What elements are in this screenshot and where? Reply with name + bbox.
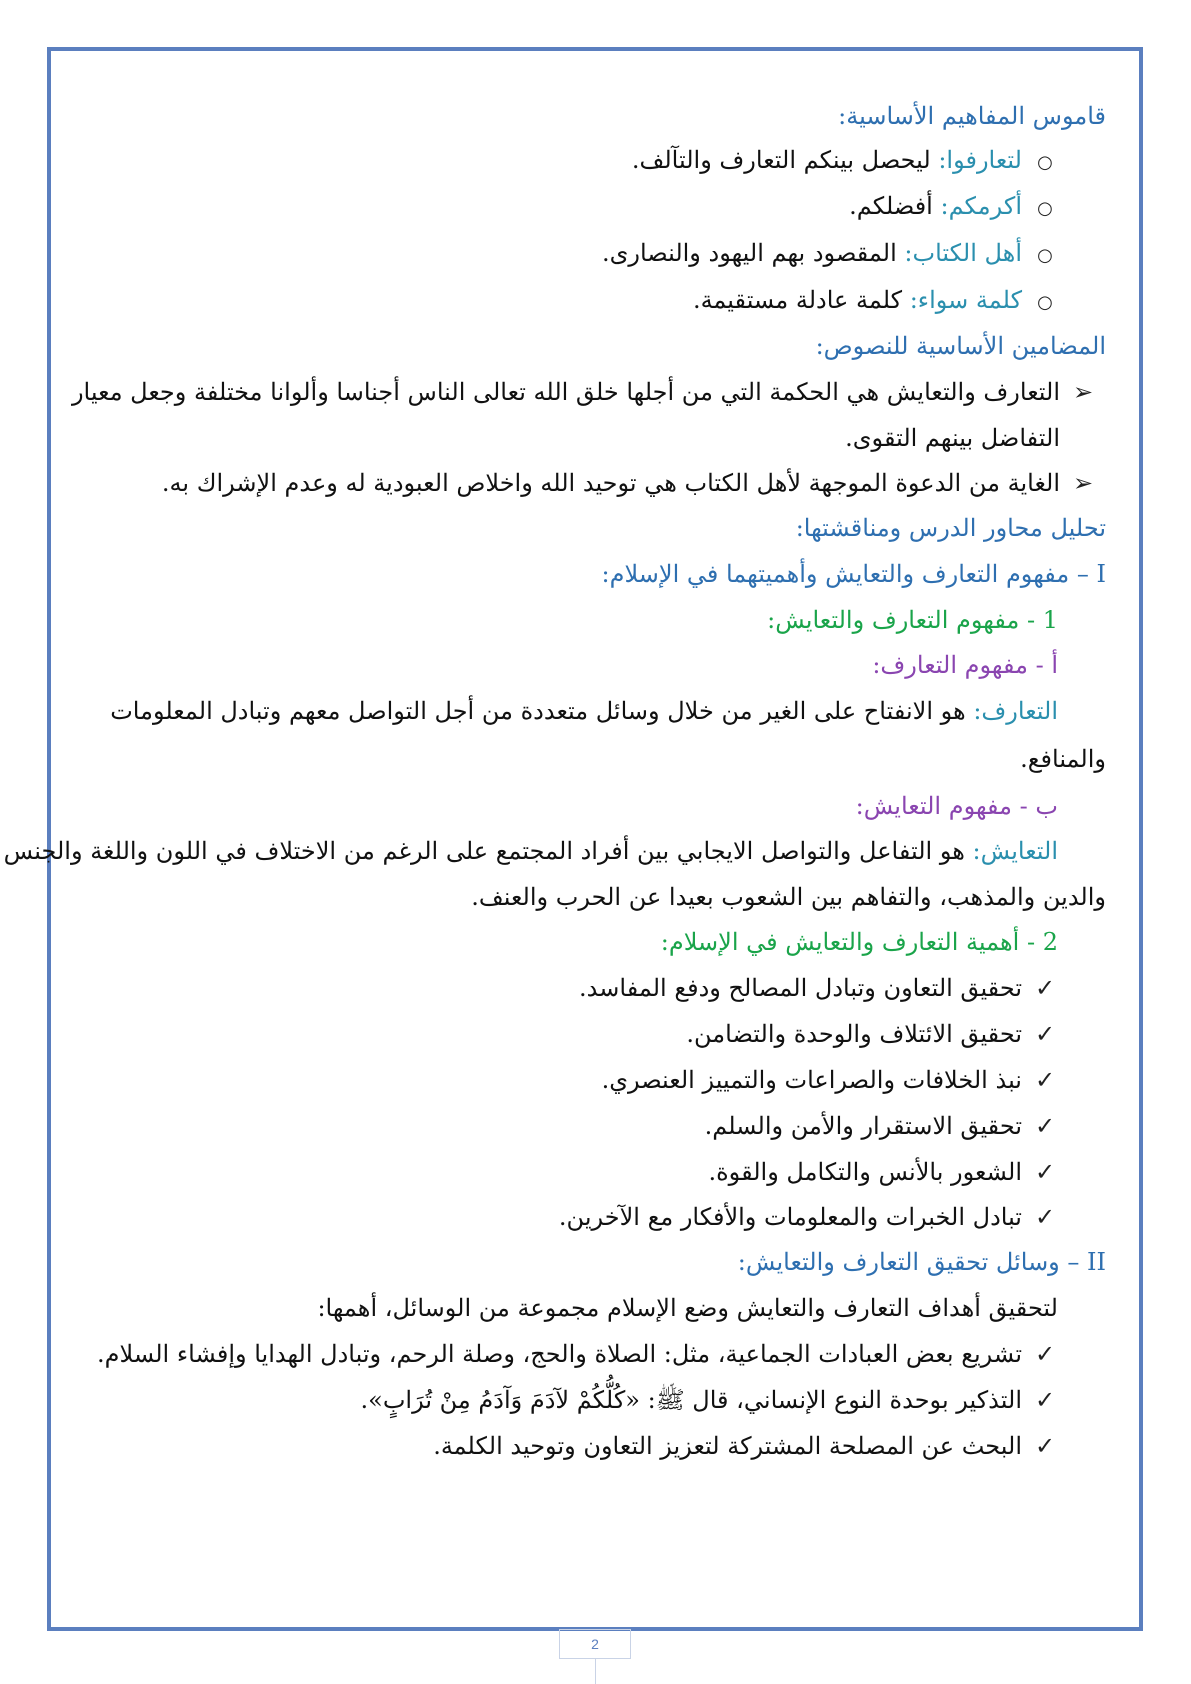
dictionary-heading: قاموس المفاهيم الأساسية: bbox=[838, 102, 1106, 130]
item-text: تشريع بعض العبادات الجماعية، مثل: الصلاة والحج، وصلة الرحم، وتبادل الهدايا وإفشاء السلام. bbox=[97, 1340, 1022, 1368]
definition: كلمة عادلة مستقيمة. bbox=[692, 286, 910, 314]
list-item bbox=[705, 1108, 1058, 1144]
list-item bbox=[602, 235, 1058, 274]
definition: هو الانفتاح على الغير من خلال وسائل متعددة من أجل التواصل معهم وتبادل المعلومات bbox=[110, 697, 974, 725]
item-text: التعارف والتعايش هي الحكمة التي من أجلها خلق الله تعالى الناس أجناسا وألوانا مختلفة وجعل معيار bbox=[71, 378, 1060, 406]
term: كلمة سواء: bbox=[909, 286, 1022, 314]
definition: ليحصل بينكم التعارف والتآلف. bbox=[631, 146, 939, 174]
list-item bbox=[602, 1062, 1058, 1098]
check-icon: ✓ bbox=[1034, 1112, 1056, 1140]
page-number: 2 bbox=[559, 1629, 631, 1659]
list-item bbox=[162, 465, 1096, 501]
list-item bbox=[632, 142, 1058, 181]
item-text: تحقيق التعاون وتبادل المصالح ودفع المفاسد. bbox=[579, 974, 1022, 1002]
check-icon: ✓ bbox=[1034, 1340, 1056, 1368]
circle-bullet-icon: ○ bbox=[1037, 292, 1053, 313]
item-text: التذكير بوحدة النوع الإنساني، قال ﷺ: «كُلُّكُمْ لآدَمَ وَآدَمُ مِنْ تُرَابٍ». bbox=[360, 1386, 1022, 1414]
term: التعارف: bbox=[973, 697, 1058, 725]
definition: أفضلكم. bbox=[849, 192, 941, 220]
item-text: نبذ الخلافات والصراعات والتمييز العنصري. bbox=[601, 1066, 1022, 1094]
subsection-1a-title: أ - مفهوم التعارف: bbox=[872, 651, 1058, 679]
arrowhead-bullet-icon: ➢ bbox=[1072, 378, 1094, 406]
circle-bullet-icon: ○ bbox=[1037, 152, 1053, 173]
list-item bbox=[361, 1382, 1058, 1418]
definition: المقصود بهم اليهود والنصارى. bbox=[601, 239, 905, 267]
item-continuation: التفاضل بينهم التقوى. bbox=[845, 424, 1060, 452]
list-item bbox=[849, 188, 1058, 227]
list-item bbox=[72, 374, 1096, 410]
subsection-2-title: 2 - أهمية التعارف والتعايش في الإسلام: bbox=[660, 928, 1058, 956]
list-item bbox=[579, 970, 1058, 1006]
list-item bbox=[686, 1016, 1058, 1052]
definition-continuation: والمنافع. bbox=[1020, 745, 1106, 773]
list-item bbox=[433, 1428, 1058, 1464]
list-item bbox=[708, 1154, 1058, 1190]
contents-heading: المضامين الأساسية للنصوص: bbox=[815, 332, 1106, 360]
item-text: تحقيق الائتلاف والوحدة والتضامن. bbox=[686, 1020, 1022, 1048]
analysis-heading: تحليل محاور الدرس ومناقشتها: bbox=[795, 514, 1106, 542]
definition-paragraph bbox=[4, 833, 1058, 869]
subsection-1b-title: ب - مفهوم التعايش: bbox=[855, 792, 1058, 820]
definition-paragraph bbox=[110, 693, 1058, 729]
check-icon: ✓ bbox=[1034, 1158, 1056, 1186]
circle-bullet-icon: ○ bbox=[1037, 198, 1053, 219]
list-item bbox=[693, 282, 1058, 321]
term: التعايش: bbox=[972, 837, 1058, 865]
circle-bullet-icon: ○ bbox=[1037, 245, 1053, 266]
item-text: الغاية من الدعوة الموجهة لأهل الكتاب هي توحيد الله واخلاص العبودية له وعدم الإشراك به. bbox=[161, 469, 1060, 497]
section-1-title: I – مفهوم التعارف والتعايش وأهميتهما في الإسلام: bbox=[601, 560, 1106, 588]
item-text: البحث عن المصلحة المشتركة لتعزيز التعاون وتوحيد الكلمة. bbox=[433, 1432, 1022, 1460]
list-item bbox=[97, 1336, 1058, 1372]
check-icon: ✓ bbox=[1034, 1020, 1056, 1048]
term: أكرمكم: bbox=[940, 192, 1022, 220]
subsection-1-title: 1 - مفهوم التعارف والتعايش: bbox=[767, 606, 1058, 634]
list-item bbox=[559, 1199, 1058, 1235]
item-text: تبادل الخبرات والمعلومات والأفكار مع الآخرين. bbox=[558, 1203, 1022, 1231]
check-icon: ✓ bbox=[1034, 974, 1056, 1002]
page-number-connector bbox=[595, 1659, 596, 1684]
check-icon: ✓ bbox=[1034, 1432, 1056, 1460]
item-text: الشعور بالأنس والتكامل والقوة. bbox=[708, 1158, 1022, 1186]
check-icon: ✓ bbox=[1034, 1386, 1056, 1414]
term: أهل الكتاب: bbox=[904, 239, 1022, 267]
check-icon: ✓ bbox=[1034, 1066, 1056, 1094]
arrowhead-bullet-icon: ➢ bbox=[1072, 469, 1094, 497]
term: لتعارفوا: bbox=[938, 146, 1022, 174]
definition: هو التفاعل والتواصل الايجابي بين أفراد المجتمع على الرغم من الاختلاف في اللون واللغة والجنس bbox=[3, 837, 973, 865]
definition-continuation: والدين والمذهب، والتفاهم بين الشعوب بعيدا عن الحرب والعنف. bbox=[471, 883, 1106, 911]
means-intro: لتحقيق أهداف التعارف والتعايش وضع الإسلام مجموعة من الوسائل، أهمها: bbox=[317, 1294, 1058, 1322]
check-icon: ✓ bbox=[1034, 1203, 1056, 1231]
item-text: تحقيق الاستقرار والأمن والسلم. bbox=[704, 1112, 1022, 1140]
section-2-title: II – وسائل تحقيق التعارف والتعايش: bbox=[737, 1248, 1106, 1276]
